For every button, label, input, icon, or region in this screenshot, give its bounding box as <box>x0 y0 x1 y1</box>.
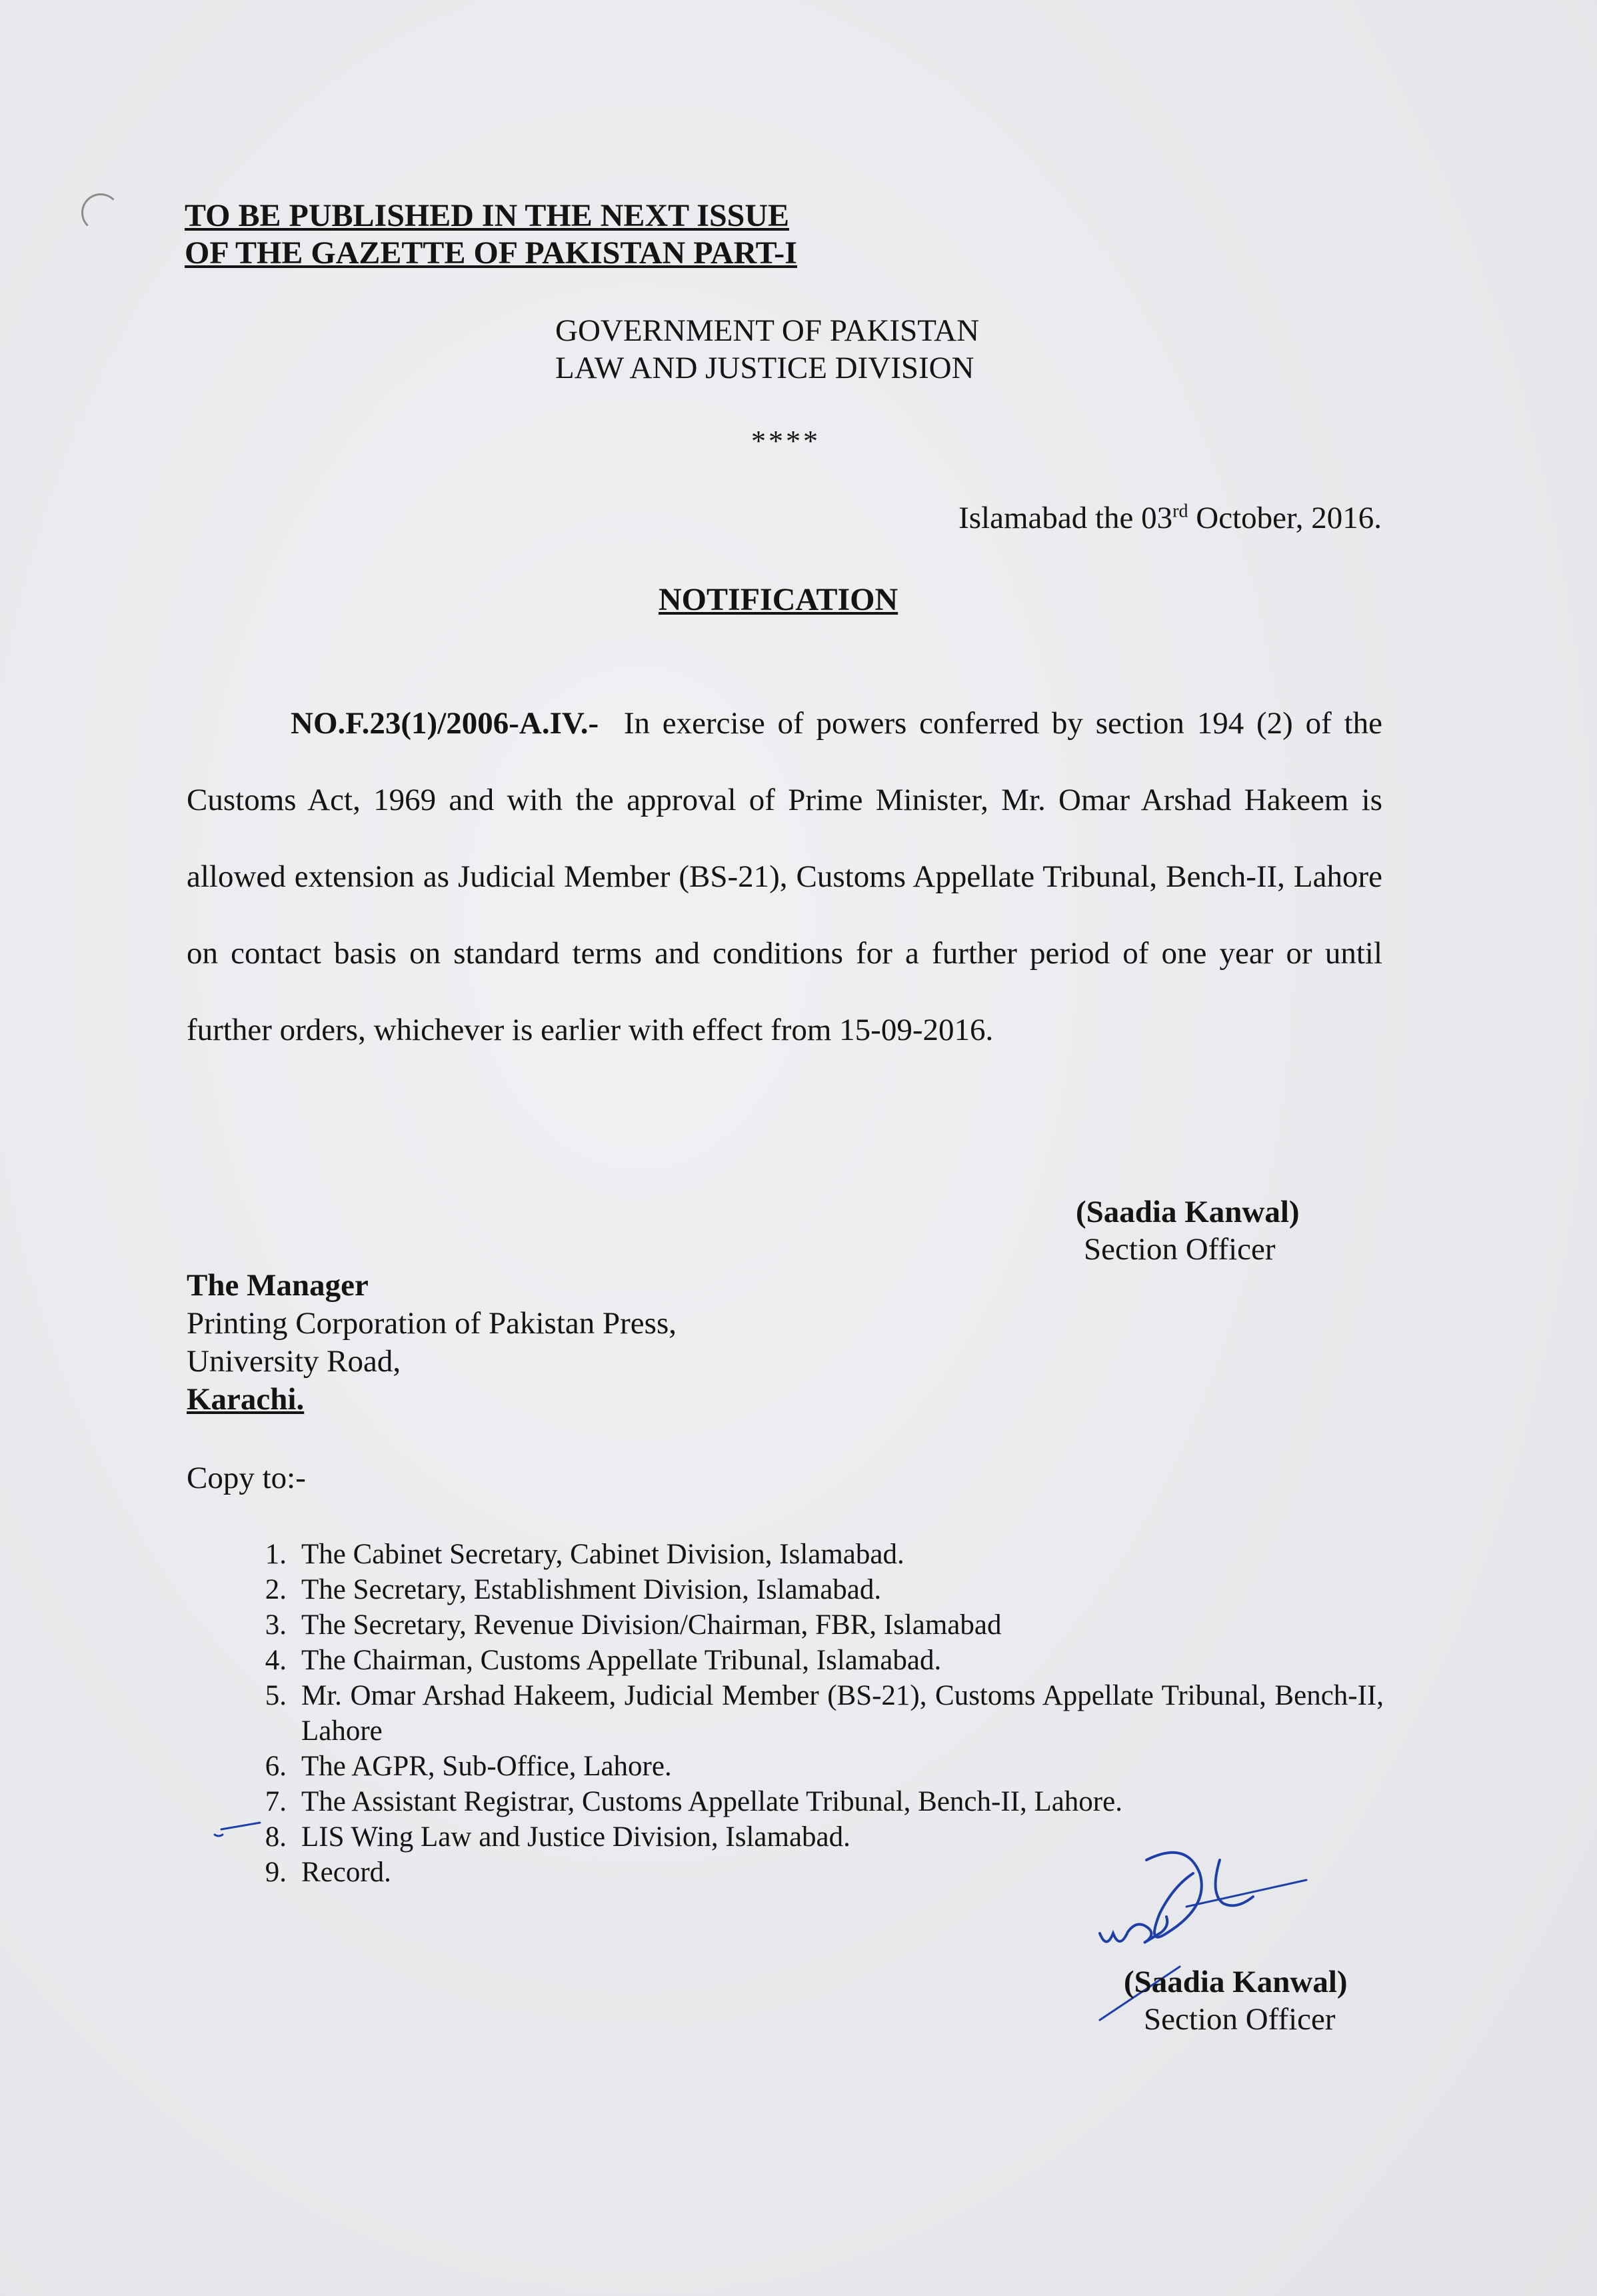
signatory-top-title: Section Officer <box>1084 1232 1276 1267</box>
copy-to-item-number: 5. <box>265 1680 287 1711</box>
gazette-line-1: TO BE PUBLISHED IN THE NEXT ISSUE <box>185 198 790 233</box>
notification-text: In exercise of powers conferred by section 194 (2) of the Customs Act, 1969 and with the approval of Prime Minister, Mr. Omar Arshad Hakeem is allowed extension as Judicial Member (BS-21), Customs Appellate Tribunal, Bench-II, Lahore on contact basis on standard terms and conditions for a further period of one year or until further orders, whichever is earlier with effect from 15-09-2016. <box>187 706 1383 1047</box>
copy-to-item-number: 9. <box>265 1857 287 1888</box>
copy-to-item-text: The Secretary, Establishment Division, Islamabad. <box>301 1574 882 1605</box>
addressee-city: Karachi. <box>187 1382 305 1417</box>
dateline <box>958 500 1382 536</box>
copy-to-item-number: 6. <box>265 1751 287 1782</box>
copy-to-item-number: 1. <box>265 1539 287 1570</box>
copy-to-item-number: 3. <box>265 1609 287 1641</box>
signatory-bottom <box>1124 1963 1348 2038</box>
dateline-prefix: Islamabad the 03 <box>958 501 1173 535</box>
gazette-heading <box>185 197 797 272</box>
copy-to-item <box>227 1537 1384 1572</box>
signatory-top <box>1076 1193 1300 1268</box>
addressee-line-2: Printing Corporation of Pakistan Press, <box>187 1306 677 1341</box>
copy-to-label: Copy to:- <box>187 1461 306 1495</box>
copy-to-item-text: LIS Wing Law and Justice Division, Islamabad. <box>301 1821 850 1853</box>
copy-to-item <box>227 1678 1384 1749</box>
copy-to-item <box>227 1643 1384 1678</box>
copy-to-item <box>227 1607 1384 1643</box>
notification-ref: NO.F.23(1)/2006-A.IV.- <box>291 706 599 741</box>
addressee-line-1: The Manager <box>187 1268 369 1303</box>
govt-line-1: GOVERNMENT OF PAKISTAN <box>555 313 980 348</box>
copy-to-item-text: The AGPR, Sub-Office, Lahore. <box>301 1751 672 1782</box>
copy-to-item-number: 4. <box>265 1645 287 1676</box>
copy-to-item-text: The Chairman, Customs Appellate Tribunal, Islamabad. <box>301 1645 942 1676</box>
notification-title: NOTIFICATION <box>659 582 898 617</box>
dateline-suffix: rd <box>1172 501 1188 522</box>
govt-line-2: LAW AND JUSTICE DIVISION <box>555 351 974 385</box>
copy-to-item <box>227 1784 1384 1819</box>
copy-to-item <box>227 1749 1384 1784</box>
copy-to-item-text: The Cabinet Secretary, Cabinet Division, Islamabad. <box>301 1539 904 1570</box>
addressee-block <box>187 1267 677 1419</box>
copy-to-item-text: Record. <box>301 1857 391 1888</box>
copy-to-item-number: 7. <box>265 1786 287 1817</box>
copy-to-item <box>227 1572 1384 1607</box>
signatory-top-name: (Saadia Kanwal) <box>1076 1195 1300 1229</box>
dateline-rest: October, 2016. <box>1188 501 1382 535</box>
signatory-bottom-title: Section Officer <box>1144 2002 1336 2037</box>
notification-body <box>187 685 1382 1069</box>
separator-stars: **** <box>751 425 820 457</box>
copy-to-item-text: The Assistant Registrar, Customs Appellate Tribunal, Bench-II, Lahore. <box>301 1786 1122 1817</box>
signatory-bottom-name: (Saadia Kanwal) <box>1124 1965 1348 1999</box>
punch-hole <box>81 193 120 232</box>
copy-to-item-number: 8. <box>265 1821 287 1853</box>
copy-to-item-text: Mr. Omar Arshad Hakeem, Judicial Member (BS-21), Customs Appellate Tribunal, Bench-II, Lahore <box>301 1680 1384 1747</box>
gazette-line-2: OF THE GAZETTE OF PAKISTAN PART-I <box>185 235 797 271</box>
addressee-line-3: University Road, <box>187 1344 401 1379</box>
copy-to-item-number: 2. <box>265 1574 287 1605</box>
copy-to-item-text: The Secretary, Revenue Division/Chairman, FBR, Islamabad <box>301 1609 1002 1641</box>
handwritten-tick-mark <box>212 1820 265 1840</box>
government-heading <box>555 312 979 387</box>
